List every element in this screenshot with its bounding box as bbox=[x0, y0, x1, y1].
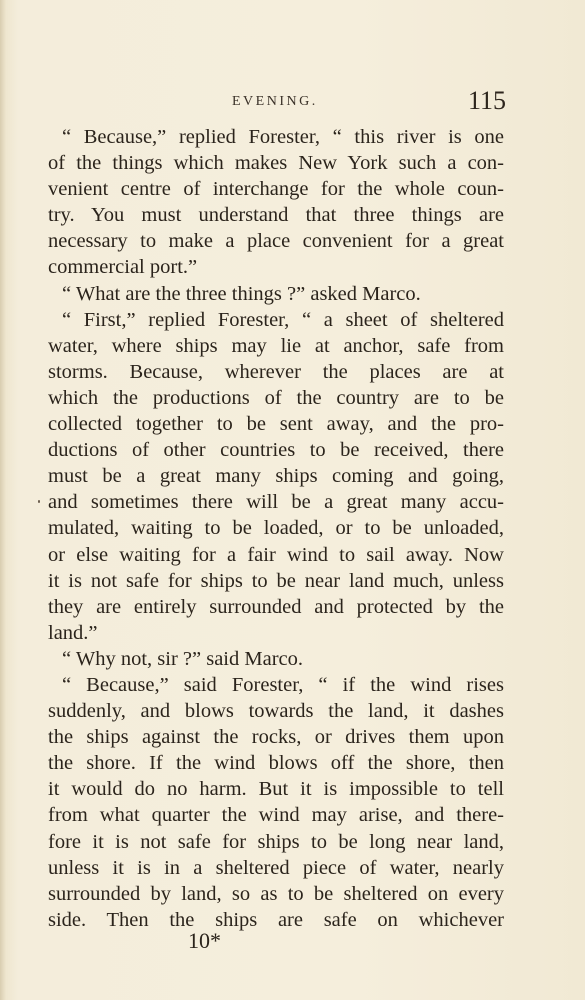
text-line: necessary to make a place convenient for a great bbox=[48, 230, 504, 253]
page-number: 115 bbox=[467, 86, 506, 115]
text-line: “ Because,” replied Forester, “ this river is one bbox=[62, 126, 504, 148]
text-line: or else waiting for a fair wind to sail away. Now bbox=[48, 543, 504, 566]
text-line: from what quarter the wind may arise, and there- bbox=[48, 804, 504, 827]
text-line: “ First,” replied Forester, “ a sheet of sheltered bbox=[62, 308, 504, 331]
signature-mark: 10* bbox=[188, 928, 221, 953]
text-line: “ What are the three things ?” asked Marco. bbox=[62, 282, 421, 305]
text-line: try. You must understand that three things are bbox=[48, 204, 504, 227]
text-line: surrounded by land, so as to be sheltered on every bbox=[48, 882, 504, 905]
body-text bbox=[48, 124, 504, 933]
text-line: suddenly, and blows towards the land, it dashes bbox=[48, 700, 504, 723]
text-line: must be a great many ships coming and going, bbox=[48, 465, 504, 488]
text-line: the shore. If the wind blows off the shore, then bbox=[48, 752, 504, 775]
text-line: commercial port.” bbox=[48, 256, 198, 279]
text-line: side. Then the ships are safe on whichever bbox=[48, 908, 504, 931]
text-line: “ Because,” said Forester, “ if the wind rises bbox=[62, 673, 504, 696]
text-line: and sometimes there will be a great many accu- bbox=[48, 491, 504, 514]
text-line: ductions of other countries to be received, there bbox=[48, 439, 504, 462]
text-line: “ Why not, sir ?” said Marco. bbox=[62, 647, 303, 670]
text-line: venient centre of interchange for the whole coun- bbox=[48, 178, 504, 201]
running-head: EVENING. bbox=[232, 94, 318, 109]
text-line: mulated, waiting to be loaded, or to be unloaded, bbox=[48, 517, 504, 540]
text-line: it would do no harm. But it is impossible to tell bbox=[48, 778, 504, 801]
page-spine-edge bbox=[0, 0, 6, 1000]
stray-ink-mark bbox=[38, 500, 40, 503]
text-line: which the productions of the country are to be bbox=[48, 386, 504, 409]
text-line: land.” bbox=[48, 621, 98, 644]
text-line: water, where ships may lie at anchor, safe from bbox=[48, 334, 504, 357]
text-line: storms. Because, wherever the places are at bbox=[48, 360, 504, 383]
text-line: they are entirely surrounded and protected by the bbox=[48, 595, 504, 618]
text-line: unless it is in a sheltered piece of water, nearly bbox=[48, 856, 504, 879]
text-line: fore it is not safe for ships to be long near land, bbox=[48, 830, 504, 853]
text-line: of the things which makes New York such a con- bbox=[48, 152, 504, 175]
page-header bbox=[48, 88, 508, 118]
text-line: collected together to be sent away, and the pro- bbox=[48, 413, 504, 436]
text-line: it is not safe for ships to be near land much, unless bbox=[48, 569, 504, 592]
text-line: the ships against the rocks, or drives them upon bbox=[48, 726, 504, 749]
